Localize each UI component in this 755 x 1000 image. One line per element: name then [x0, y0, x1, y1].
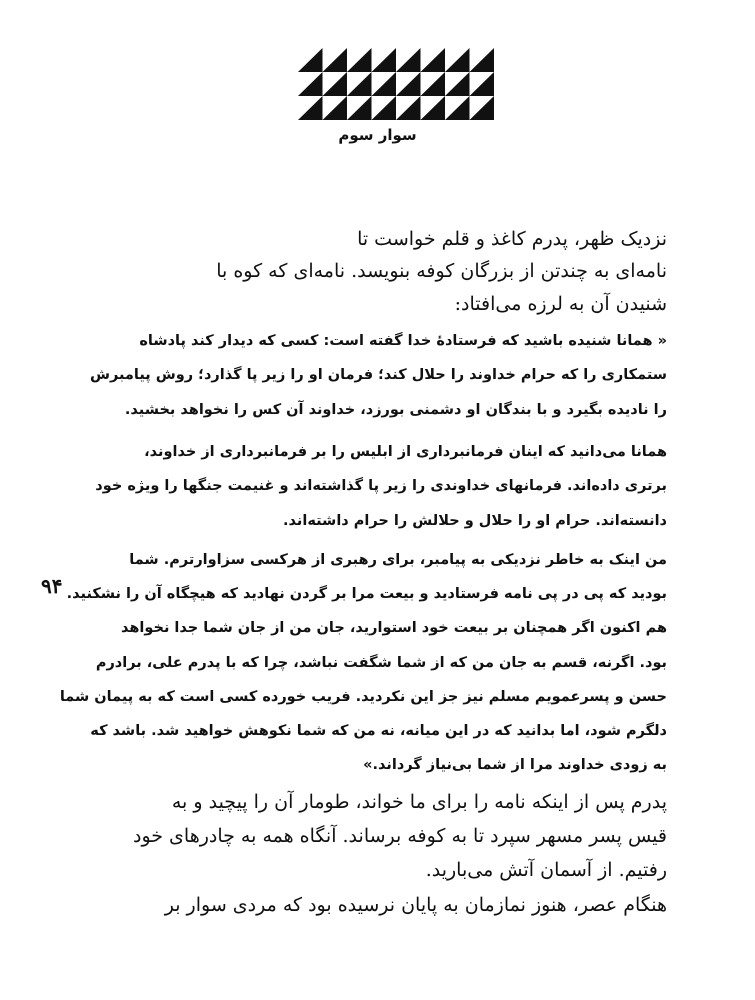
- ornament-triangle: [396, 72, 421, 96]
- ornament-triangle: [298, 72, 323, 96]
- text-line: من اینک به خاطر نزدیکی به پیامبر، برای رهبری از هرکسی سزاوارترم. شما: [129, 552, 667, 568]
- ornament-triangle: [372, 72, 397, 96]
- ornament-triangle: [421, 72, 446, 96]
- ornament-triangle: [372, 96, 397, 120]
- ornament-triangle: [323, 72, 348, 96]
- ornament-triangle: [445, 48, 470, 72]
- triangle-ornament-icon: [298, 48, 494, 120]
- text-line: همانا می‌دانید که اینان فرمانبرداری از ابلیس را بر فرمانبرداری از خداوند،: [144, 444, 667, 460]
- ornament-triangle: [396, 48, 421, 72]
- text-line: « همانا شنیده باشید که فرستادۀ خدا گفته است: کسی که دیدار کند پادشاه: [139, 333, 667, 349]
- ornament-triangle: [445, 72, 470, 96]
- ornament-triangle: [347, 96, 372, 120]
- text-line: را نادیده بگیرد و با بندگان او دشمنی بورزد، خداوند آن کس را نخواهد بخشید.: [124, 402, 667, 418]
- ornament-triangle: [470, 96, 495, 120]
- text-line: نامه‌ای به چندتن از بزرگان کوفه بنویسد. نامه‌ای که کوه با: [216, 260, 667, 282]
- ornament-triangle: [323, 48, 348, 72]
- text-line: حسن و پسرعمویم مسلم نیز جز این نکردید. فریب خورده کسی است که به پیمان شما: [59, 689, 667, 705]
- ornament-triangle: [347, 48, 372, 72]
- ornament-triangle: [396, 96, 421, 120]
- ornament-triangle: [298, 48, 323, 72]
- text-line: نزدیک ظهر، پدرم کاغذ و قلم خواست تا: [357, 228, 667, 250]
- text-line: بودید که پی در پی نامه فرستادید و بیعت مرا بر گردن نهادید که هیچگاه آن را نشکنید.: [66, 586, 667, 602]
- ornament-triangle: [323, 96, 348, 120]
- text-line: دانسته‌اند. حرام او را حلال و حلالش را حرام داشته‌اند.: [283, 513, 667, 529]
- ornament-triangle: [347, 72, 372, 96]
- text-line: دلگرم شود، اما بدانید که در این میانه، نه من که شما نکوهش خواهید شد. باشد که: [90, 723, 667, 739]
- text-line: پدرم پس از اینکه نامه را برای ما خواند، طومار آن را پیچید و به: [171, 791, 667, 813]
- chapter-title: سوار سوم: [338, 126, 417, 144]
- text-line: رفتیم. از آسمان آتش می‌بارید.: [425, 859, 667, 881]
- ornament-triangle: [470, 72, 495, 96]
- text-line: برتری داده‌اند. فرمانهای خداوندی را زیر پا گذاشته‌اند و غنیمت جنگها را ویژه خود: [95, 478, 667, 494]
- text-line: ستمکاری را که حرام خداوند را حلال کند؛ فرمان او را زیر پا گذارد؛ روش پیامبرش: [89, 367, 667, 383]
- ornament-triangle: [445, 96, 470, 120]
- text-line: قیس پسر مسهر سپرد تا به کوفه برساند. آنگاه همه به چادرهای خود: [132, 825, 667, 847]
- text-line: بود. اگرنه، قسم به جان من که از شما شگفت نباشد، چرا که با پدرم علی، برادرم: [95, 655, 667, 671]
- ornament-triangle: [421, 48, 446, 72]
- ornament-triangle: [372, 48, 397, 72]
- ornament-triangle: [470, 48, 495, 72]
- page-number: ۹۴: [41, 574, 63, 598]
- ornament-triangle: [298, 96, 323, 120]
- text-line: هنگام عصر، هنوز نمازمان به پایان نرسیده بود که مردی سوار بر: [164, 894, 667, 916]
- text-line: هم اکنون اگر همچنان بر بیعت خود استوارید، جان من از جان شما جدا نخواهد: [121, 620, 667, 636]
- text-line: شنیدن آن به لرزه می‌افتاد:: [454, 293, 667, 315]
- text-line: به زودی خداوند مرا از شما بی‌نیاز گرداند.»: [363, 757, 667, 773]
- ornament-triangle: [421, 96, 446, 120]
